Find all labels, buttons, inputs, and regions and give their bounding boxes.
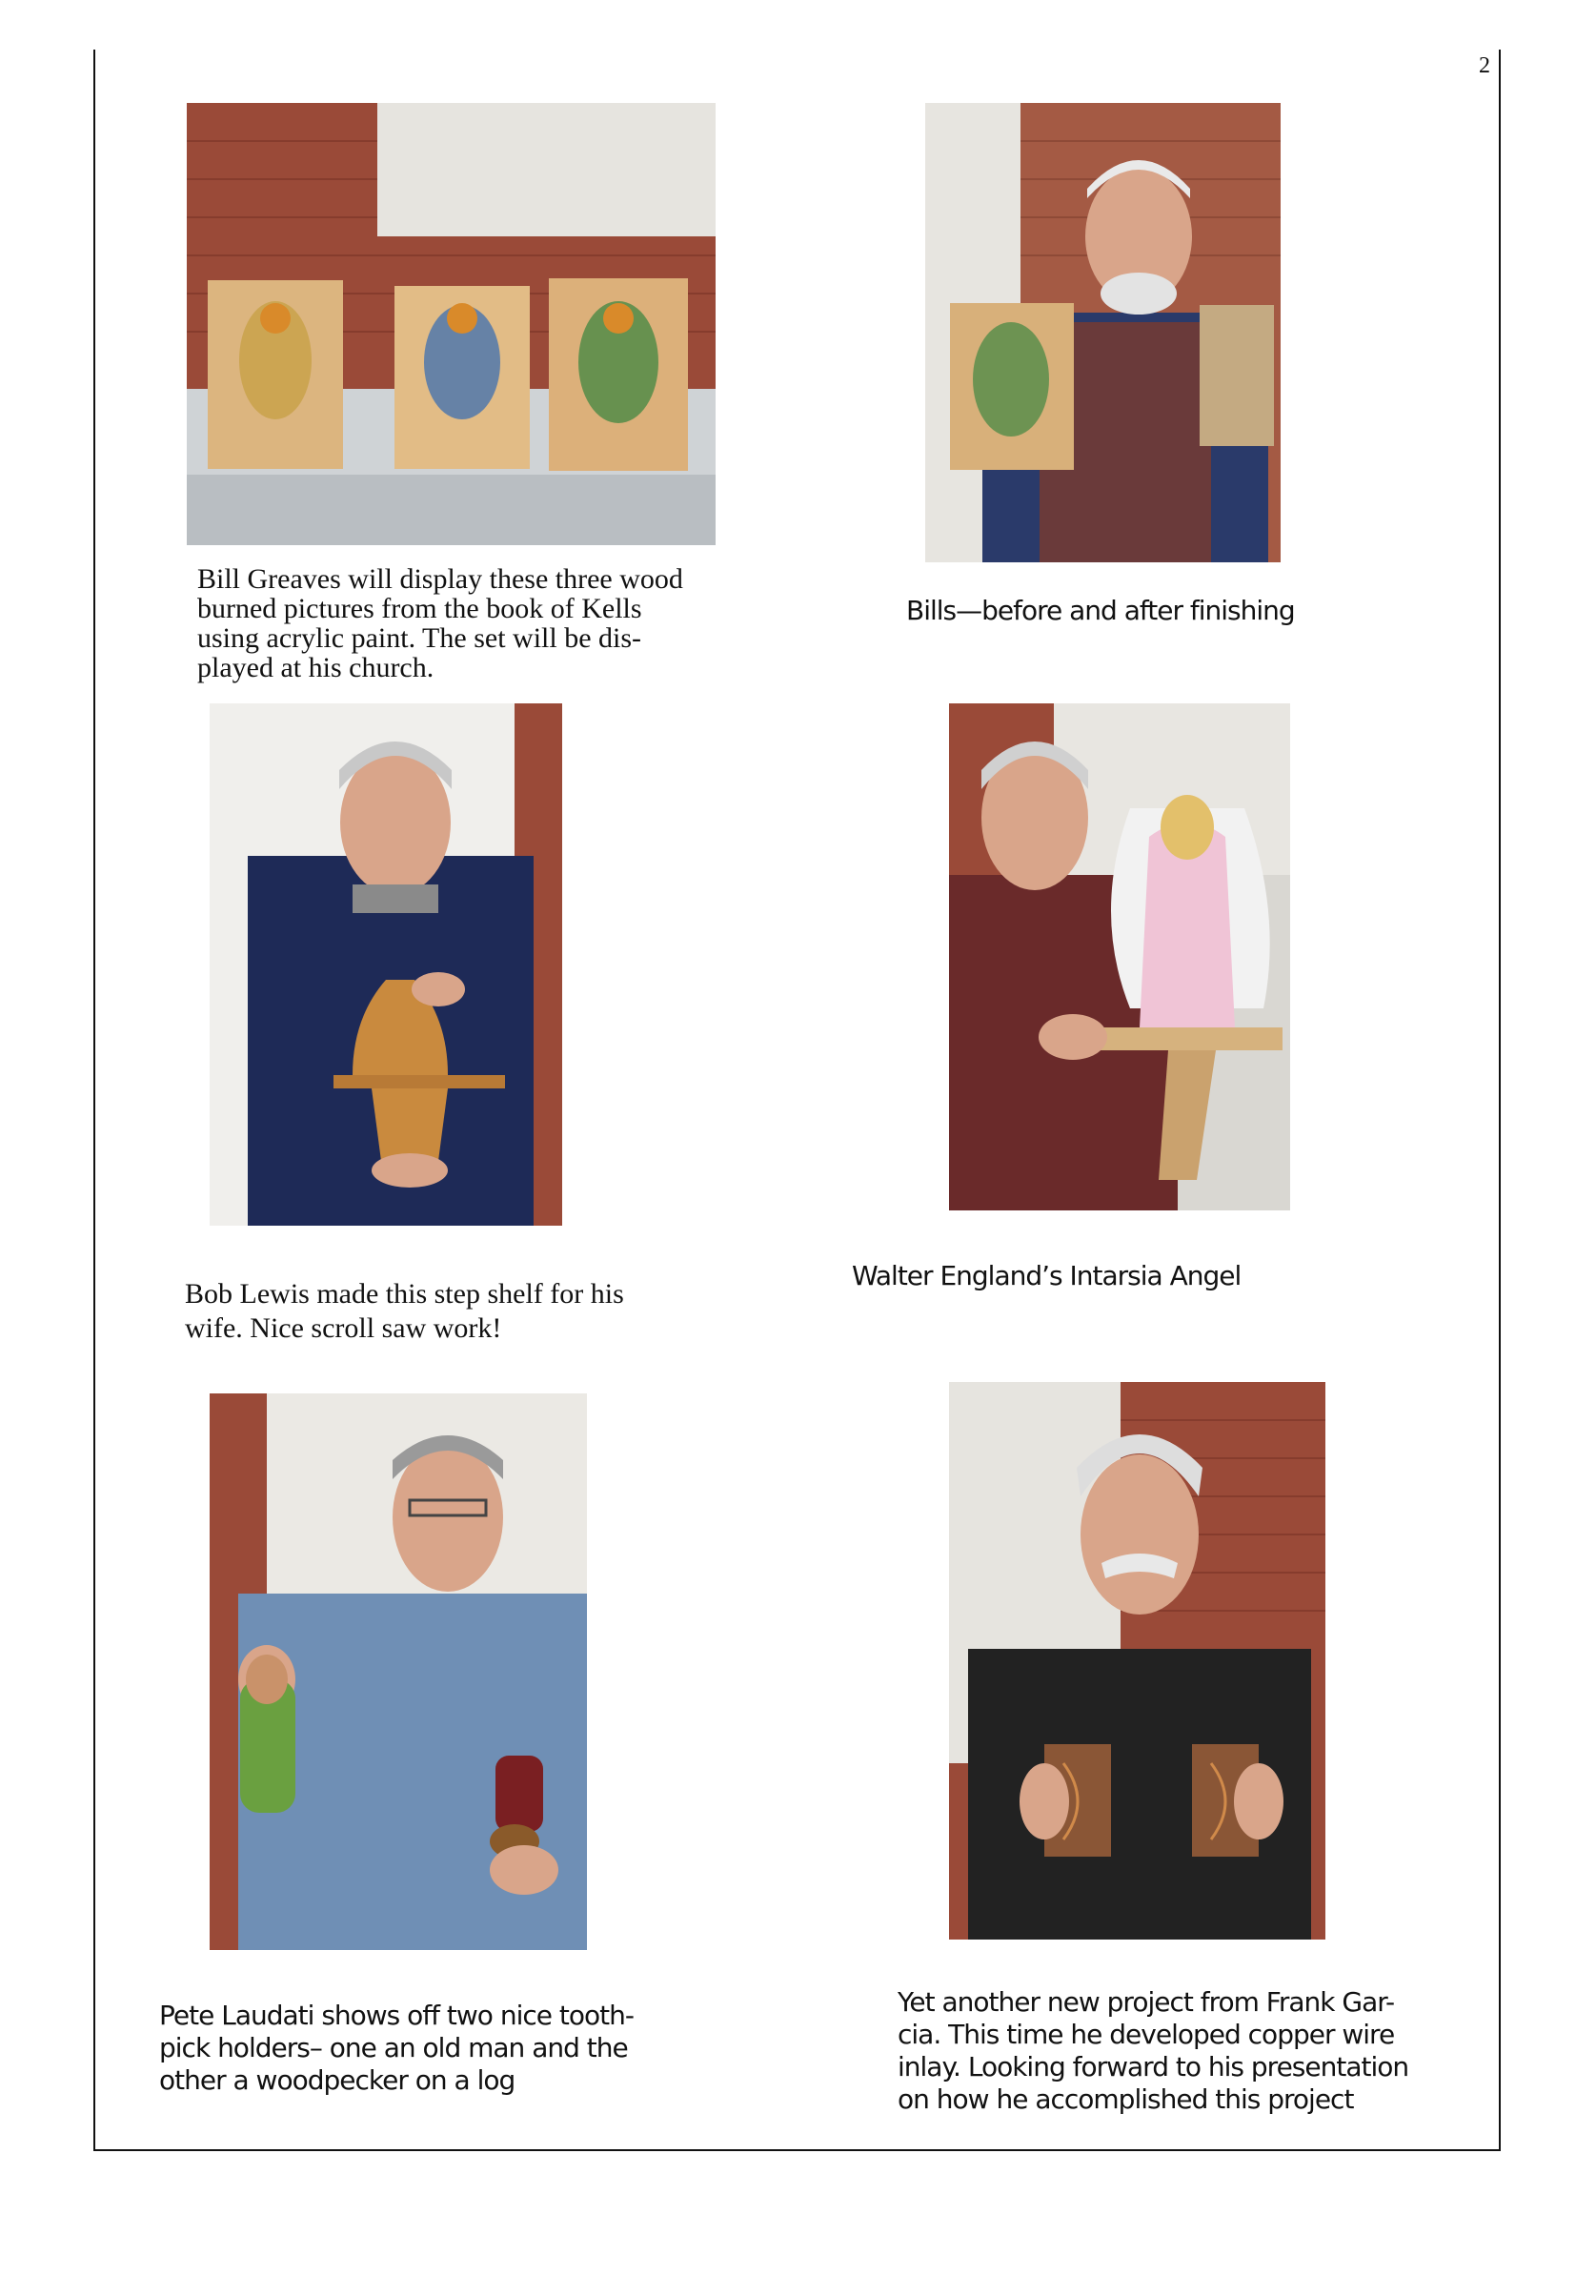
caption-line: burned pictures from the book of Kells xyxy=(197,593,642,624)
caption-frank-garcia xyxy=(898,1986,1408,2116)
caption-line: using acrylic paint. The set will be dis- xyxy=(197,622,642,654)
photo-walter-england-angel xyxy=(949,703,1290,1210)
caption-line: Bill Greaves will display these three wood xyxy=(197,563,683,595)
caption-line: Bills—before and after finishing xyxy=(906,595,1295,626)
page-number: 2 xyxy=(1479,53,1490,78)
caption-line: played at his church. xyxy=(197,652,434,683)
caption-line: wife. Nice scroll saw work! xyxy=(185,1312,502,1344)
caption-line: Bob Lewis made this step shelf for his xyxy=(185,1278,624,1310)
caption-line: pick holders– one an old man and the xyxy=(159,2032,628,2063)
caption-line: Pete Laudati shows off two nice tooth- xyxy=(159,2000,634,2031)
photo-pete-laudati-toothpick-holders xyxy=(210,1393,587,1950)
caption-line: inlay. Looking forward to his presentation xyxy=(898,2051,1409,2083)
photo-bob-lewis-step-shelf xyxy=(210,703,562,1226)
caption-line: other a woodpecker on a log xyxy=(159,2064,515,2096)
caption-line: on how he accomplished this project xyxy=(898,2083,1354,2115)
caption-pete-laudati xyxy=(159,2000,634,2097)
caption-bob-lewis xyxy=(185,1277,624,1346)
caption-bill-kells xyxy=(197,564,683,682)
photo-frank-garcia-copper-inlay xyxy=(949,1382,1325,1940)
caption-bills-before-after xyxy=(906,595,1295,627)
caption-walter-england xyxy=(852,1260,1241,1292)
caption-line: Yet another new project from Frank Gar- xyxy=(898,1986,1395,2018)
photo-bill-before-after xyxy=(925,103,1281,562)
caption-line: Walter England’s Intarsia Angel xyxy=(852,1260,1242,1291)
photo-three-kells-pictures xyxy=(187,103,716,545)
caption-line: cia. This time he developed copper wire xyxy=(898,2019,1395,2050)
